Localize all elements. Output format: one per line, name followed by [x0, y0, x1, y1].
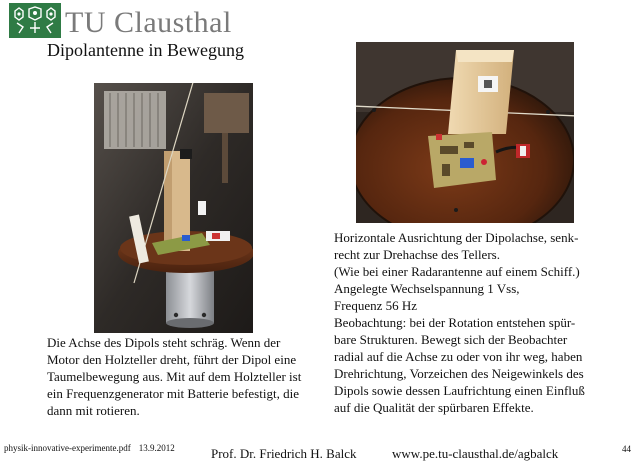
- caption-right-line: Dipols sowie dessen Laufrichtung einen Einfluß: [334, 383, 585, 398]
- footer-url: www.pe.tu-clausthal.de/agbalck: [392, 446, 559, 461]
- caption-left-line: Motor den Holzteller dreht, führt der Dipol eine: [47, 352, 297, 367]
- caption-right-line: Drehrichtung, Vorzeichen des Neigewinkels des: [334, 366, 584, 381]
- university-logo-icon: [9, 3, 61, 38]
- footer-file-info: [4, 443, 175, 453]
- caption-left-line: Taumelbewegung aus. Mit auf dem Holzteller ist: [47, 369, 302, 384]
- caption-right-line: Horizontale Ausrichtung der Dipolachse, senk-: [334, 230, 579, 245]
- caption-right-line: Beobachtung: bei der Rotation entstehen spür-: [334, 315, 576, 330]
- photo-horizontal-dipole: [356, 42, 574, 223]
- caption-left-line: dann mit rotieren.: [47, 403, 140, 418]
- caption-right-line: radial auf die Achse zu oder von ihr weg, haben: [334, 349, 583, 364]
- caption-right-line: auf die Qualität der spürbaren Effekte.: [334, 400, 534, 415]
- slide-title: Dipolantenne in Bewegung: [47, 40, 244, 60]
- caption-right-line: bare Strukturen. Bewegt sich der Beobachter: [334, 332, 568, 347]
- photo-dipole-antenna: [94, 83, 253, 333]
- caption-left-line: Die Achse des Dipols steht schräg. Wenn der: [47, 335, 281, 350]
- caption-right-line: (Wie bei einer Radarantenne auf einem Schiff.): [334, 264, 580, 279]
- university-name: TU Clausthal: [65, 6, 232, 39]
- caption-left-line: ein Frequenzgenerator mit Batterie befestigt, die: [47, 386, 299, 401]
- caption-right-line: Angelegte Wechselspannung 1 Vss,: [334, 281, 520, 296]
- footer-date: 13.9.2012: [138, 443, 175, 453]
- page-number: 44: [622, 444, 631, 454]
- caption-left: [47, 334, 337, 419]
- caption-right-line: recht zur Drehachse des Tellers.: [334, 247, 500, 262]
- footer-filename: physik-innovative-experimente.pdf: [4, 443, 131, 453]
- footer-author: Prof. Dr. Friedrich H. Balck: [211, 446, 357, 461]
- caption-right: [334, 229, 624, 416]
- caption-right-line: Frequenz 56 Hz: [334, 298, 418, 313]
